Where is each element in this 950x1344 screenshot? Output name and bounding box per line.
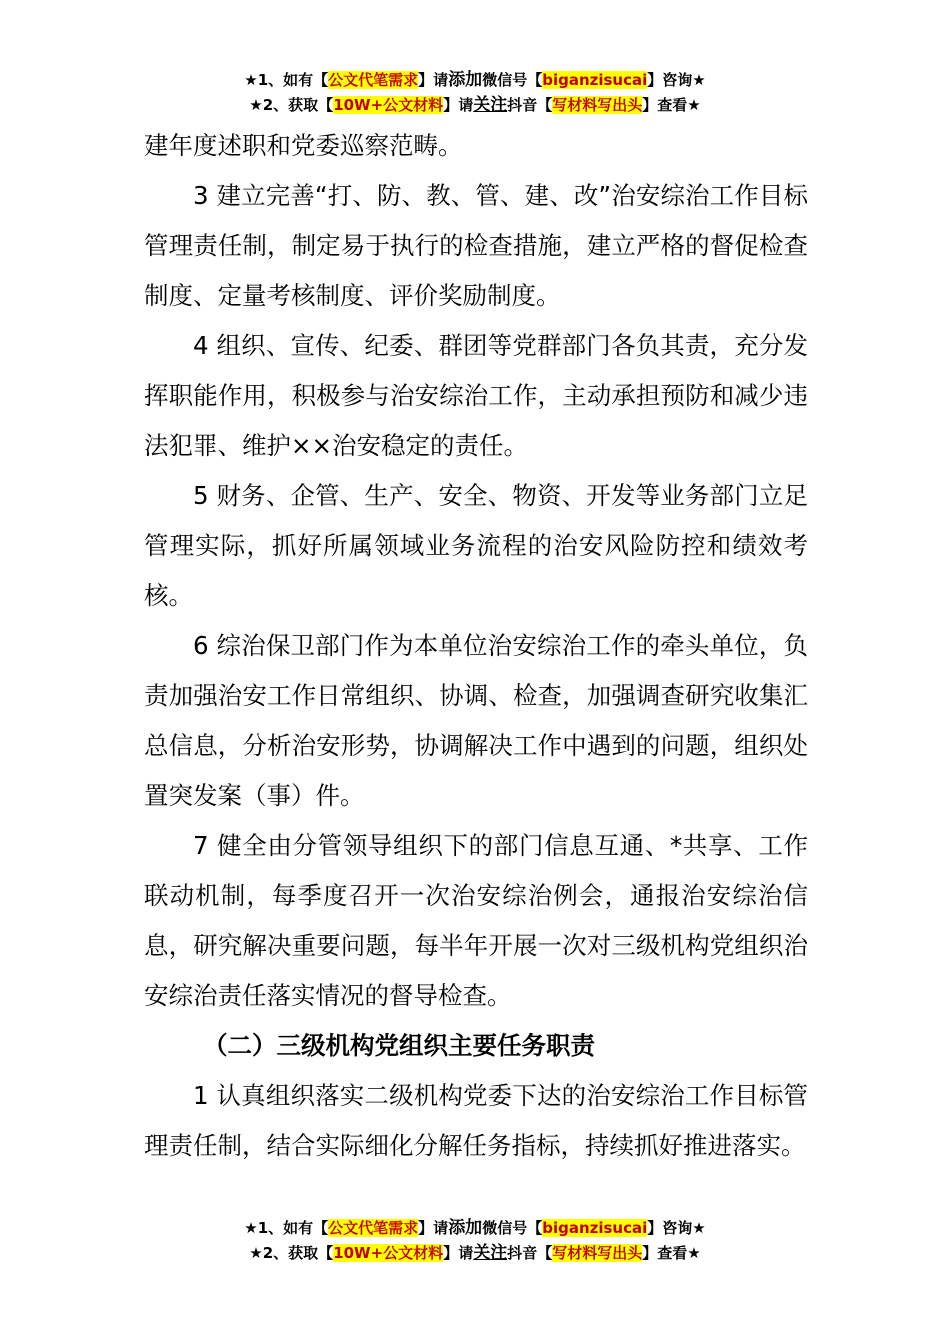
footer-highlight-wechat-id: biganzisucai — [542, 1219, 648, 1237]
banner-highlight-materials: 10W+公文材料 — [333, 96, 444, 114]
banner-highlight-wechat-id: biganzisucai — [542, 71, 648, 89]
banner-line-2: ★2、获取【10W+公文材料】请关注抖音【写材料写出头】查看★ — [249, 95, 701, 115]
footer-highlight-materials: 10W+公文材料 — [333, 1244, 444, 1262]
document-body — [144, 121, 808, 1171]
paragraph-item-4: 4 组织、宣传、纪委、群团等党群部门各负其责，充分发挥职能作用，积极参与治安综治工作，主动承担预防和减少违法犯罪、维护××治安稳定的责任。 — [144, 331, 808, 460]
header-banner — [0, 68, 950, 118]
section-heading: （二）三级机构党组织主要任务职责 — [203, 1031, 595, 1060]
banner-highlight-service: 公文代笔需求 — [328, 71, 419, 89]
paragraph-item-3: 3 建立完善“打、防、教、管、建、改”治安综治工作目标管理责任制，制定易于执行的检查措施，建立严格的督促检查制度、定量考核制度、评价奖励制度。 — [144, 181, 808, 310]
footer-highlight-service: 公文代笔需求 — [328, 1219, 419, 1237]
paragraph-item-6: 6 综治保卫部门作为本单位治安综治工作的牵头单位，负责加强治安工作日常组织、协调、检查，加强调查研究收集汇总信息，分析治安形势，协调解决工作中遇到的问题，组织处置突发案（事）件。 — [144, 631, 808, 810]
paragraph-section-item-1: 1 认真组织落实二级机构党委下达的治安综治工作目标管理责任制，结合实际细化分解任务指标，持续抓好推进落实。 — [144, 1081, 808, 1160]
footer-highlight-douyin: 写材料写出头 — [552, 1244, 643, 1262]
paragraph-continuation: 建年度述职和党委巡察范畴。 — [144, 131, 463, 160]
banner-line-1: ★1、如有【公文代笔需求】请添加微信号【biganzisucai】咨询★ — [244, 70, 706, 90]
footer-banner — [0, 1216, 950, 1266]
paragraph-item-5: 5 财务、企管、生产、安全、物资、开发等业务部门立足管理实际，抓好所属领域业务流程的治安风险防控和绩效考核。 — [144, 481, 808, 610]
footer-banner-line-1: ★1、如有【公文代笔需求】请添加微信号【biganzisucai】咨询★ — [244, 1218, 706, 1238]
paragraph-item-7: 7 健全由分管领导组织下的部门信息互通、*共享、工作联动机制，每季度召开一次治安综治例会，通报治安综治信息，研究解决重要问题，每半年开展一次对三级机构党组织治安综治责任落实情况的督导检查。 — [144, 831, 808, 1010]
footer-banner-line-2: ★2、获取【10W+公文材料】请关注抖音【写材料写出头】查看★ — [249, 1243, 701, 1263]
banner-highlight-douyin: 写材料写出头 — [552, 96, 643, 114]
